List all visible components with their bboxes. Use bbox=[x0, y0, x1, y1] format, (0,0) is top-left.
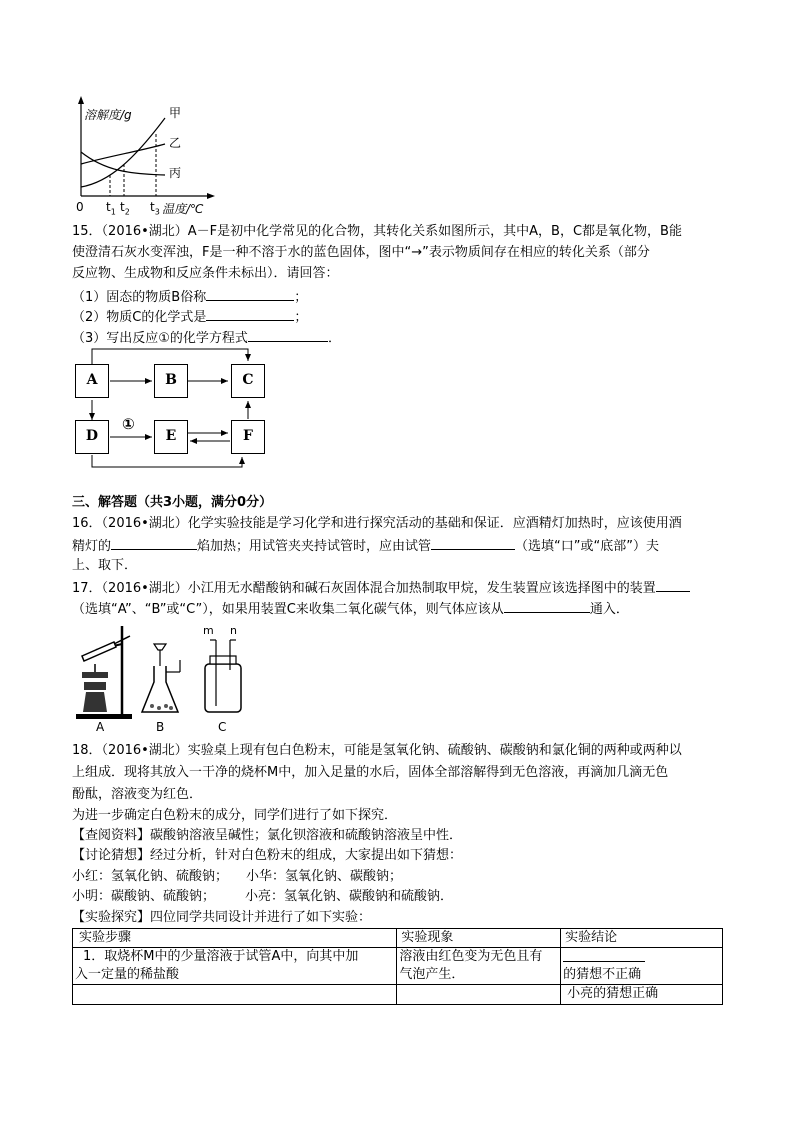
q16-answer-blank-2[interactable] bbox=[431, 536, 515, 550]
q18-line8 bbox=[72, 888, 453, 906]
chart-x-arrow bbox=[207, 193, 215, 199]
section3-title: 三、解答题（共3小题，满分0分） bbox=[72, 495, 273, 510]
row1-conclusion bbox=[561, 948, 723, 985]
q18-line7 bbox=[72, 868, 402, 886]
curve-jia bbox=[81, 118, 165, 187]
q16-line3: 上、取下． bbox=[72, 558, 138, 573]
curve-bing bbox=[81, 152, 165, 175]
q17-line1 bbox=[72, 578, 690, 598]
q18-line6: 【讨论猜想】经过分析，针对白色粉末的组成，大家提出如下猜想： bbox=[72, 848, 463, 863]
tick-t1-sub: 1 bbox=[110, 207, 116, 217]
arrow-a-to-c-top bbox=[92, 349, 248, 364]
apparatus-svg bbox=[70, 620, 250, 732]
node-b: B bbox=[154, 364, 188, 398]
tick-t3-letter: t bbox=[150, 200, 155, 214]
apparatus-label-a: A bbox=[96, 720, 105, 734]
q18-line5: 【查阅资料】碳酸钠溶液呈碱性；氯化钡溶液和硫酸钠溶液呈中性． bbox=[72, 828, 463, 843]
apparatus-b-drawing bbox=[142, 644, 180, 712]
row2-observation bbox=[397, 985, 561, 1005]
curve-label-bing: 丙 bbox=[169, 166, 182, 180]
chart-y-arrow bbox=[78, 96, 84, 104]
q15-line3: 反应物、生成物和反应条件未标出）．请回答： bbox=[72, 266, 339, 281]
chart-ylabel: 溶解度/g bbox=[84, 108, 132, 122]
guess-xiaohong: 小红：氢氧化钠、硫酸钠； bbox=[72, 869, 229, 884]
q17-answer-blank-2[interactable] bbox=[504, 599, 590, 613]
q18-line1: 18．（2016•湖北）实验桌上现有包白色粉末，可能是氢氧化钠、硫酸钠、碳酸钠和氯化铜的两种或两种以 bbox=[72, 743, 682, 758]
row1-obs-line2: 气泡产生． bbox=[399, 967, 465, 982]
q18-line4: 为进一步确定白色粉末的成分，同学们进行了如下探究． bbox=[72, 808, 398, 823]
guess-xiaohua: 小华：氢氧化钠、碳酸钠； bbox=[246, 869, 403, 884]
q15-sub3-text: （3）写出反应①的化学方程式 bbox=[72, 331, 248, 346]
header-observation bbox=[397, 929, 561, 948]
row1-observation bbox=[397, 948, 561, 985]
q16-line2-c: （选填“口”或“底部”）夫 bbox=[515, 539, 659, 554]
q15-sub2 bbox=[72, 307, 307, 327]
q15-sub3-end: ． bbox=[327, 331, 341, 346]
chart-xlabel: 温度/℃ bbox=[162, 202, 204, 216]
q15-line2: 使澄清石灰水变浑浊，F是一种不溶于水的蓝色固体，图中“→”表示物质间存在相应的转化关系（部分 bbox=[72, 245, 650, 260]
curve-label-yi: 乙 bbox=[169, 136, 182, 150]
header-conclusion-text: 实验结论 bbox=[565, 930, 618, 945]
row1-conclusion-text: 的猜想不正确 bbox=[563, 967, 642, 982]
q17-answer-blank-1[interactable] bbox=[656, 578, 690, 592]
reaction-1-mark: ① bbox=[122, 415, 135, 433]
row1-step-line1: 1．取烧杯M中的少量溶液于试管A中，向其中加 bbox=[83, 949, 359, 964]
q15-sub1-text: （1）固态的物质B俗称 bbox=[72, 290, 207, 305]
table-row bbox=[73, 948, 723, 985]
port-label-m: m bbox=[203, 624, 214, 637]
row1-obs-line1: 溶液由红色变为无色且有 bbox=[399, 949, 543, 964]
q17-line2 bbox=[72, 599, 629, 619]
q15-answer-blank-2[interactable] bbox=[206, 307, 294, 321]
node-e: E bbox=[154, 420, 188, 454]
tick-t3-sub: 3 bbox=[154, 207, 160, 217]
q15-sub2-text: （2）物质C的化学式是 bbox=[72, 310, 207, 325]
q15-flow-diagram bbox=[70, 345, 270, 470]
curve-label-jia: 甲 bbox=[169, 106, 182, 120]
q17-line2-a: （选填“A”、“B”或“C”），如果用装置C来收集二氧化碳气体，则气体应该从 bbox=[72, 602, 504, 617]
tick-t2 bbox=[120, 200, 130, 216]
header-step-text: 实验步骤 bbox=[79, 930, 132, 945]
chart-origin: 0 bbox=[76, 200, 84, 214]
port-label-n: n bbox=[230, 624, 237, 637]
q16-line1: 16．（2016•湖北）化学实验技能是学习化学和进行探究活动的基础和保证．应酒精灯加热时，应该使用酒 bbox=[72, 516, 682, 531]
q16-answer-blank-1[interactable] bbox=[111, 536, 197, 550]
q15-sub2-end: ； bbox=[294, 310, 308, 325]
arrow-d-to-f-bottom bbox=[92, 455, 242, 467]
node-f: F bbox=[231, 420, 265, 454]
q18-line2: 上组成．现将其放入一干净的烧杯M中，加入足量的水后，固体全部溶解得到无色溶液，再滴加几滴无色 bbox=[72, 765, 669, 780]
q15-sub1-end: ； bbox=[294, 290, 308, 305]
guess-xiaoliang: 小亮：氢氧化钠、碳酸钠和硫酸钠． bbox=[245, 889, 454, 904]
row2-conclusion-text: 小亮的猜想正确 bbox=[567, 986, 659, 1001]
q15-sub1 bbox=[72, 287, 307, 307]
tick-t2-sub: 2 bbox=[124, 207, 130, 217]
header-step bbox=[73, 929, 397, 948]
row1-conclusion-blank[interactable] bbox=[563, 948, 645, 962]
q15-line1: 15．（2016•湖北）A－F是初中化学常见的化合物，其转化关系如图所示，其中A，B，C都是氧化物，B能 bbox=[72, 224, 682, 239]
q17-line1-text: 17．（2016•湖北）小江用无水醋酸钠和碱石灰固体混合加热制取甲烷，发生装置应该选择图中的装置 bbox=[72, 581, 656, 596]
q16-line2-b: 焰加热；用试管夹夹持试管时，应由试管 bbox=[197, 539, 432, 554]
table-row bbox=[73, 985, 723, 1005]
table-header-row bbox=[73, 929, 723, 948]
header-conclusion bbox=[561, 929, 723, 948]
solubility-chart bbox=[70, 96, 220, 218]
q16-line2 bbox=[72, 536, 659, 556]
header-observation-text: 实验现象 bbox=[401, 930, 454, 945]
guess-xiaoming: 小明：碳酸钠、硫酸钠； bbox=[72, 889, 216, 904]
tick-t1 bbox=[106, 200, 116, 216]
row1-step-line2: 入一定量的稀盐酸 bbox=[75, 967, 180, 982]
q15-answer-blank-3[interactable] bbox=[248, 328, 328, 342]
node-c: C bbox=[231, 364, 265, 398]
tick-t1-letter: t bbox=[106, 200, 111, 214]
q17-apparatus bbox=[70, 620, 250, 732]
apparatus-c-drawing bbox=[205, 640, 241, 712]
tick-t3 bbox=[150, 200, 160, 216]
q18-line9: 【实验探究】四位同学共同设计并进行了如下实验： bbox=[72, 910, 372, 925]
experiment-table bbox=[72, 928, 723, 1005]
row2-conclusion bbox=[561, 985, 723, 1005]
q15-answer-blank-1[interactable] bbox=[206, 287, 294, 301]
row1-step bbox=[73, 948, 397, 985]
row2-step bbox=[73, 985, 397, 1005]
apparatus-label-c: C bbox=[218, 720, 227, 734]
tick-t2-letter: t bbox=[120, 200, 125, 214]
apparatus-label-b: B bbox=[156, 720, 165, 734]
node-d: D bbox=[75, 420, 109, 454]
q16-line2-a: 精灯的 bbox=[72, 539, 112, 554]
q18-line3: 酚酞，溶液变为红色． bbox=[72, 787, 203, 802]
apparatus-a-drawing bbox=[76, 626, 132, 719]
q17-line2-b: 通入． bbox=[589, 602, 629, 617]
node-a: A bbox=[75, 364, 109, 398]
